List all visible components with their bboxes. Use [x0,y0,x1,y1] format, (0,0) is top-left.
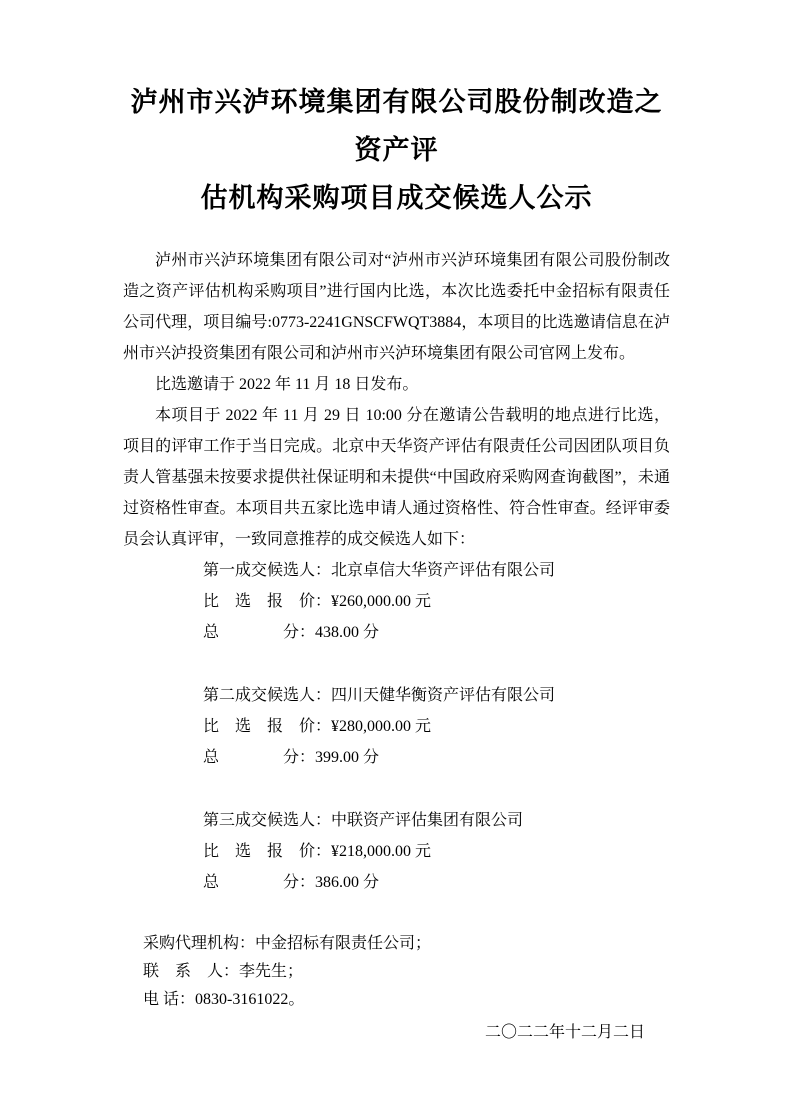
candidates-section [123,555,670,898]
score-value: 438.00 分 [315,624,380,641]
candidate-block-1 [123,555,670,648]
candidate-name: 中联资产评估集团有限公司 [331,812,524,829]
rank-label: 第二成交候选人： [203,687,332,704]
score-label: 总 分： [203,874,316,891]
score-label: 总 分： [203,624,316,641]
candidate-rank-line [203,805,670,836]
price-value: ¥260,000.00 元 [331,593,432,610]
footer-section [123,930,670,1014]
candidate-score-line [203,617,670,648]
price-value: ¥280,000.00 元 [331,718,432,735]
contact-person-line: 联 系 人：李先生； [143,963,304,980]
page-title-line-1: 泸州市兴泸环境集团有限公司股份制改造之资产评 [130,87,663,165]
candidate-score-line [203,742,670,773]
page-title [123,78,670,222]
agency-line: 采购代理机构：中金招标有限责任公司； [143,935,432,952]
date-line: 二〇二二年十二月二日 [484,1024,645,1041]
candidate-block-3 [123,805,670,898]
price-value: ¥218,000.00 元 [331,843,432,860]
paragraph-invite-date: 比选邀请于 2022 年 11 月 18 日发布。 [155,376,419,393]
candidate-name: 四川天健华衡资产评估有限公司 [331,687,556,704]
paragraph-review: 本项目于 2022 年 11 月 29 日 10:00 分在邀请公告载明的地点进行比选，项目的评审工作于当日完成。北京中天华资产评估有限责任公司因团队项目负责人管基强未按要求提供社保证明和未提供“中国政府采购网查询截图”，未通过资格性审查。本项目共五家比选申请人通过资格性、符合性审查。经评审委员会认真评审，一致同意推荐的成交候选人如下： [123,407,670,548]
price-label: 比 选 报 价： [203,593,332,610]
candidate-score-line [203,867,670,898]
candidate-price-line [203,711,670,742]
page-title-line-2: 估机构采购项目成交候选人公示 [200,183,593,213]
price-label: 比 选 报 价： [203,843,332,860]
paragraph-intro: 泸州市兴泸环境集团有限公司对“泸州市兴泸环境集团有限公司股份制改造之资产评估机构采购项目”进行国内比选，本次比选委托中金招标有限责任公司代理，项目编号:0773-2241GNSCFWQT3884，本项目的比选邀请信息在泸州市兴泸投资集团有限公司和泸州市兴泸环境集团有限公司官网上发布。 [123,252,670,362]
phone-line: 电 话：0830-3161022。 [143,991,305,1008]
candidate-price-line [203,586,670,617]
candidate-rank-line [203,680,670,711]
score-value: 386.00 分 [315,874,380,891]
price-label: 比 选 报 价： [203,718,332,735]
candidate-rank-line [203,555,670,586]
score-label: 总 分： [203,749,316,766]
rank-label: 第三成交候选人： [203,812,332,829]
rank-label: 第一成交候选人： [203,562,332,579]
candidate-name: 北京卓信大华资产评估有限公司 [331,562,556,579]
candidate-price-line [203,836,670,867]
score-value: 399.00 分 [315,749,380,766]
candidate-block-2 [123,680,670,773]
